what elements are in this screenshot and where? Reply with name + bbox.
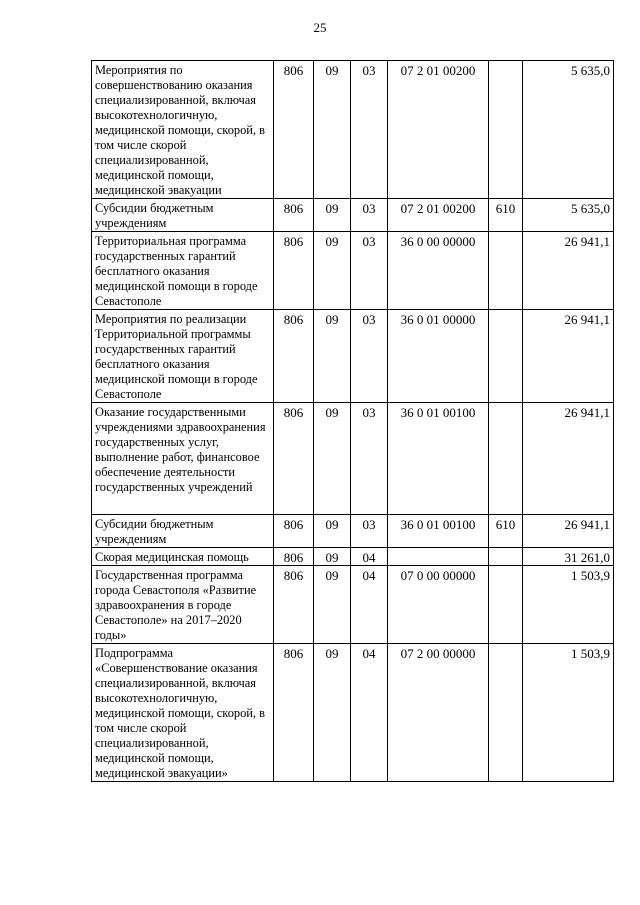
section-code: 09 (314, 515, 351, 548)
subsection-code: 03 (351, 61, 388, 199)
table-row (92, 644, 614, 782)
target-code: 36 0 01 00100 (388, 515, 489, 548)
ministry-code: 806 (274, 644, 314, 782)
row-name: Мероприятия по совершенствованию оказания специализированной, включая высокотехнологичную, медицинской помощи, скорой, в том числе скорой специализированной, медицинской помощи, медицинской эвакуации (92, 61, 274, 199)
expense-type-code (489, 403, 523, 515)
subsection-code: 03 (351, 403, 388, 515)
subsection-code: 03 (351, 310, 388, 403)
expense-type-code: 610 (489, 199, 523, 232)
row-name: Подпрограмма «Совершенствование оказания специализированной, включая высокотехнологичную, медицинской помощи, скорой, в том числе скорой специализированной, медицинской помощи, медицинской эвакуации» (92, 644, 274, 782)
expense-type-code (489, 232, 523, 310)
subsection-code: 03 (351, 515, 388, 548)
target-code: 07 2 01 00200 (388, 199, 489, 232)
ministry-code: 806 (274, 232, 314, 310)
subsection-code: 04 (351, 644, 388, 782)
row-name: Мероприятия по реализации Территориальной программы государственных гарантий бесплатного оказания медицинской помощи в городе Севастополе (92, 310, 274, 403)
row-name: Оказание государственными учреждениями здравоохранения государственных услуг, выполнение работ, финансовое обеспечение деятельности государственных учреждений (92, 403, 274, 515)
section-code: 09 (314, 310, 351, 403)
table-row (92, 515, 614, 548)
amount: 26 941,1 (523, 515, 614, 548)
amount: 1 503,9 (523, 566, 614, 644)
table-row (92, 61, 614, 199)
table-row (92, 566, 614, 644)
subsection-code: 03 (351, 232, 388, 310)
section-code: 09 (314, 232, 351, 310)
section-code: 09 (314, 199, 351, 232)
section-code: 09 (314, 403, 351, 515)
target-code: 36 0 01 00000 (388, 310, 489, 403)
ministry-code: 806 (274, 566, 314, 644)
table-row (92, 199, 614, 232)
target-code: 07 2 00 00000 (388, 644, 489, 782)
row-name: Субсидии бюджетным учреждениям (92, 199, 274, 232)
section-code: 09 (314, 548, 351, 566)
budget-table (91, 60, 614, 782)
ministry-code: 806 (274, 403, 314, 515)
expense-type-code (489, 310, 523, 403)
amount: 1 503,9 (523, 644, 614, 782)
table-row (92, 310, 614, 403)
expense-type-code (489, 566, 523, 644)
row-name: Территориальная программа государственных гарантий бесплатного оказания медицинской помощи в городе Севастополе (92, 232, 274, 310)
target-code: 36 0 01 00100 (388, 403, 489, 515)
ministry-code: 806 (274, 310, 314, 403)
table-row (92, 403, 614, 515)
page-number: 25 (313, 20, 327, 35)
section-code: 09 (314, 566, 351, 644)
amount: 5 635,0 (523, 61, 614, 199)
ministry-code: 806 (274, 199, 314, 232)
amount: 26 941,1 (523, 310, 614, 403)
subsection-code: 03 (351, 199, 388, 232)
target-code (388, 548, 489, 566)
row-name: Скорая медицинская помощь (92, 548, 274, 566)
target-code: 07 2 01 00200 (388, 61, 489, 199)
expense-type-code (489, 644, 523, 782)
row-name: Субсидии бюджетным учреждениям (92, 515, 274, 548)
row-name: Государственная программа города Севастополя «Развитие здравоохранения в городе Севастополе» на 2017–2020 годы» (92, 566, 274, 644)
expense-type-code: 610 (489, 515, 523, 548)
ministry-code: 806 (274, 61, 314, 199)
table-row (92, 232, 614, 310)
amount: 26 941,1 (523, 403, 614, 515)
subsection-code: 04 (351, 548, 388, 566)
section-code: 09 (314, 61, 351, 199)
expense-type-code (489, 61, 523, 199)
section-code: 09 (314, 644, 351, 782)
ministry-code: 806 (274, 515, 314, 548)
table-row (92, 548, 614, 566)
expense-type-code (489, 548, 523, 566)
target-code: 07 0 00 00000 (388, 566, 489, 644)
amount: 31 261,0 (523, 548, 614, 566)
ministry-code: 806 (274, 548, 314, 566)
target-code: 36 0 00 00000 (388, 232, 489, 310)
subsection-code: 04 (351, 566, 388, 644)
amount: 5 635,0 (523, 199, 614, 232)
amount: 26 941,1 (523, 232, 614, 310)
